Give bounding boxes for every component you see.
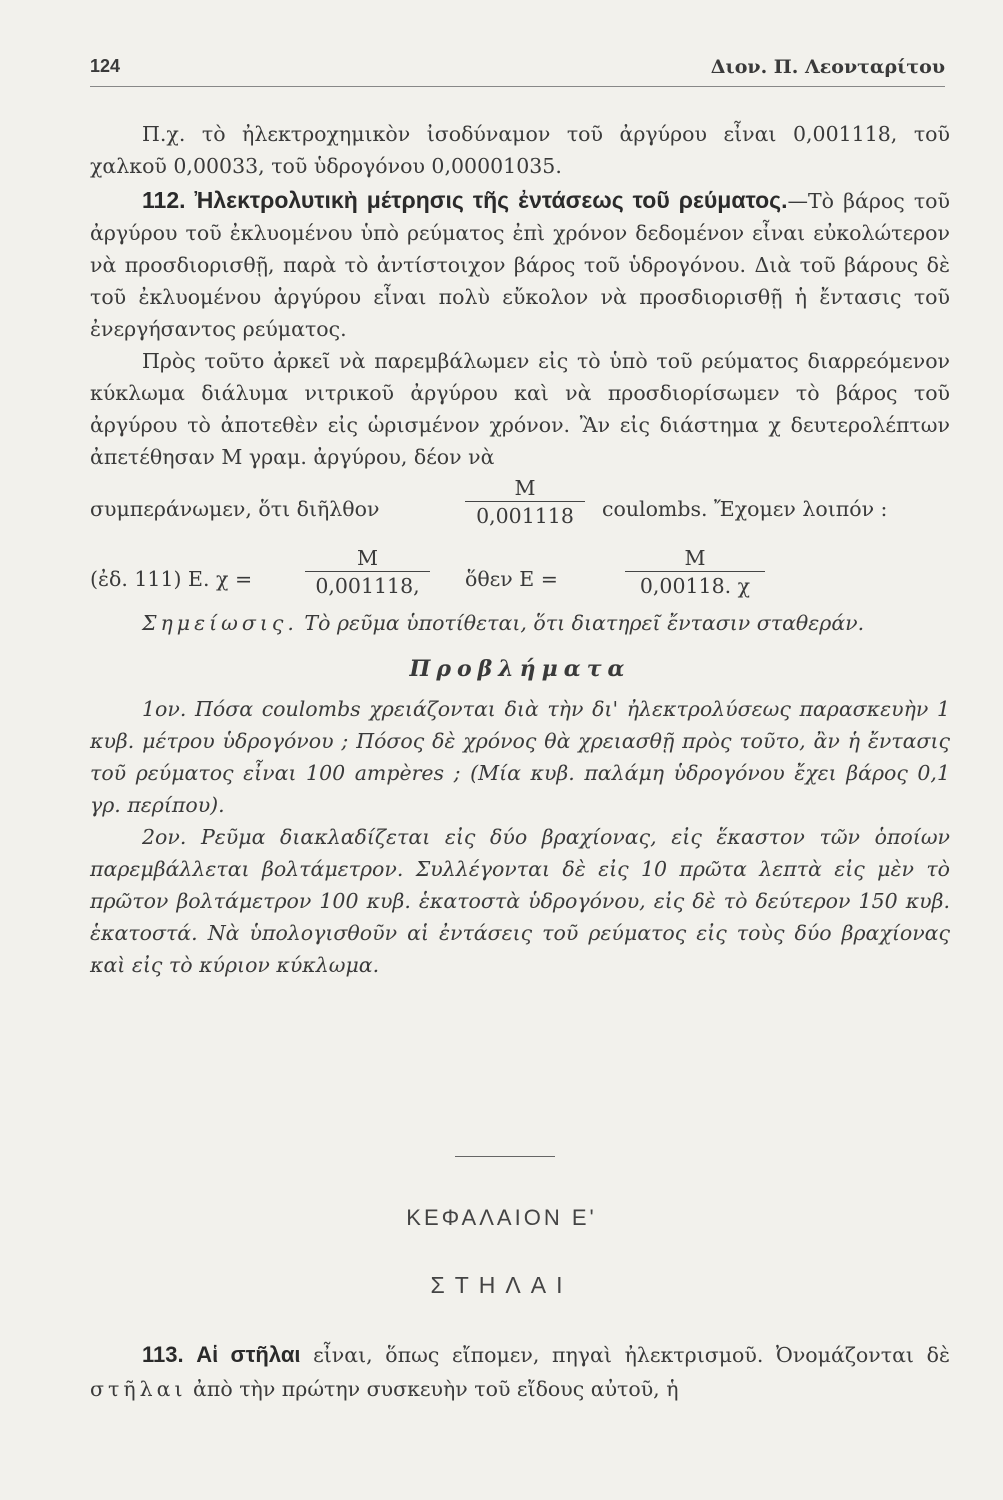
formula-3-denominator: 0,00118. χ [625,571,765,600]
section-112-heading: 112. Ἠλεκτρολυτικὴ μέτρησις τῆς ἐντάσεως τοῦ ρεύματος. [142,187,788,213]
section-112-paragraph [90,184,950,345]
section-113-term: Αἱ στῆλαι [196,1342,301,1367]
formula-2-numerator: Μ [357,546,378,570]
formula-2-prefix: (ἐδ. 111) Ε. χ = [90,567,253,591]
formula-1-prefix: συμπεράνωμεν, ὅτι διῆλθον [90,497,380,521]
section-113-text: εἶναι, ὅπως εἴπομεν, πηγαὶ ἠλεκτρισμοῦ. Ὀνομάζονται δὲ [313,1343,950,1367]
formula-2-fraction [305,545,430,600]
chapter-label: ΚΕΦΑΛΑΙΟΝ Ε' [406,1205,597,1230]
note-text: Τὸ ρεῦμα ὑποτίθεται, ὅτι διατηρεῖ ἔντασιν σταθεράν. [304,611,865,635]
section-113-text-end: ἀπὸ τὴν πρώτην συσκευὴν τοῦ εἴδους αὐτοῦ, ἡ [193,1377,679,1401]
problems-title: Προβλήματα [409,656,631,682]
formula-1-fraction [465,475,585,530]
note-label: Σημείωσις. [142,611,298,635]
formula-1-suffix: coulombs. Ἔχομεν λοιπόν : [602,497,888,521]
section-112-text-2: Πρὸς τοῦτο ἀρκεῖ νὰ παρεμβάλωμεν εἰς τὸ ὑπὸ τοῦ ρεύματος διαρρεόμενον κύκλωμα διάλυμα νιτρικοῦ ἀργύρου καὶ νὰ προσδιορίσωμεν τὸ βάρος τοῦ ἀργύρου τὸ ἀποτεθὲν εἰς ὡρισμένον χρόνον. Ἂν εἰς διάστημα χ δευτερολέπτων ἀπετέθησαν Μ γραμ. ἀργύρου, δέον νὰ [90,349,950,469]
section-112-text-1: —Τὸ βάρος τοῦ ἀργύρου τοῦ ἐκλυομένου ὑπὸ ρεύματος ἐπὶ χρόνον δεδομένον εἶναι εὐκολώτερον νὰ προσδιορισθῇ, παρὰ τὸ ἀντίστοιχον βάρος τοῦ ὑδρογόνου. Διὰ τοῦ βάρους δὲ τοῦ ἐκλυομένου ἀργύρου εἶναι πολὺ εὔκολον νὰ προσδιορισθῇ ἡ ἔντασις τοῦ ἐνεργήσαντος ρεύματος. [90,189,950,341]
formula-1-numerator: Μ [514,476,536,500]
chapter-title: ΣΤΗΛΑΙ [430,1272,573,1298]
section-113-number: 113. [142,1342,184,1367]
formula-3-fraction [625,545,765,600]
page-header [90,56,945,87]
page-number: 124 [90,56,121,76]
running-head: Διον. Π. Λεονταρίτου [710,56,945,78]
formula-1-denominator: 0,001118 [465,501,585,530]
formula-2-mid: ὅθεν Ε = [465,567,558,591]
formula-row-2 [90,539,950,607]
formula-row-1 [90,473,950,539]
section-113-paragraph [90,1338,950,1406]
intro-paragraph: Π.χ. τὸ ἠλεκτροχημικὸν ἰσοδύναμον τοῦ ἀργύρου εἶναι 0,001118, τοῦ χαλκοῦ 0,00033, τοῦ ὑδρογόνου 0,00001035. [90,122,950,178]
formula-2-denominator: 0,001118, [305,571,430,600]
formula-3-numerator: Μ [684,546,706,570]
problem-2: 2ον. Ρεῦμα διακλαδίζεται εἰς δύο βραχίονας, εἰς ἕκαστον τῶν ὁποίων παρεμβάλλεται βολτάμετρον. Συλλέγονται δὲ εἰς 10 πρῶτα λεπτὰ εἰς μὲν τὸ πρῶτον βολτάμετρον 100 κυβ. ἑκατοστὰ ὑδρογόνου, εἰς δὲ τὸ δεύτερον 150 κυβ. ἑκατοστά. Νὰ ὑπολογισθοῦν αἱ ἐντάσεις τοῦ ρεύματος εἰς τοὺς δύο βραχίονας καὶ εἰς τὸ κύριον κύκλωμα. [90,825,950,977]
section-113-spaced-word: στῆλαι [90,1377,187,1401]
note-paragraph [90,607,950,639]
section-113 [90,1338,950,1406]
section-divider [455,1156,555,1157]
problem-1: 1ον. Πόσα coulombs χρειάζονται διὰ τὴν δι' ἠλεκτρολύσεως παρασκευὴν 1 κυβ. μέτρου ὑδρογόνου ; Πόσος δὲ χρόνος θὰ χρειασθῇ πρὸς τοῦτο, ἂν ἡ ἔντασις τοῦ ρεύματος εἶναι 100 ampères ; (Μία κυβ. παλάμη ὑδρογόνου ἔχει βάρος 0,1 γρ. περίπου). [90,697,950,817]
main-text [90,118,950,981]
